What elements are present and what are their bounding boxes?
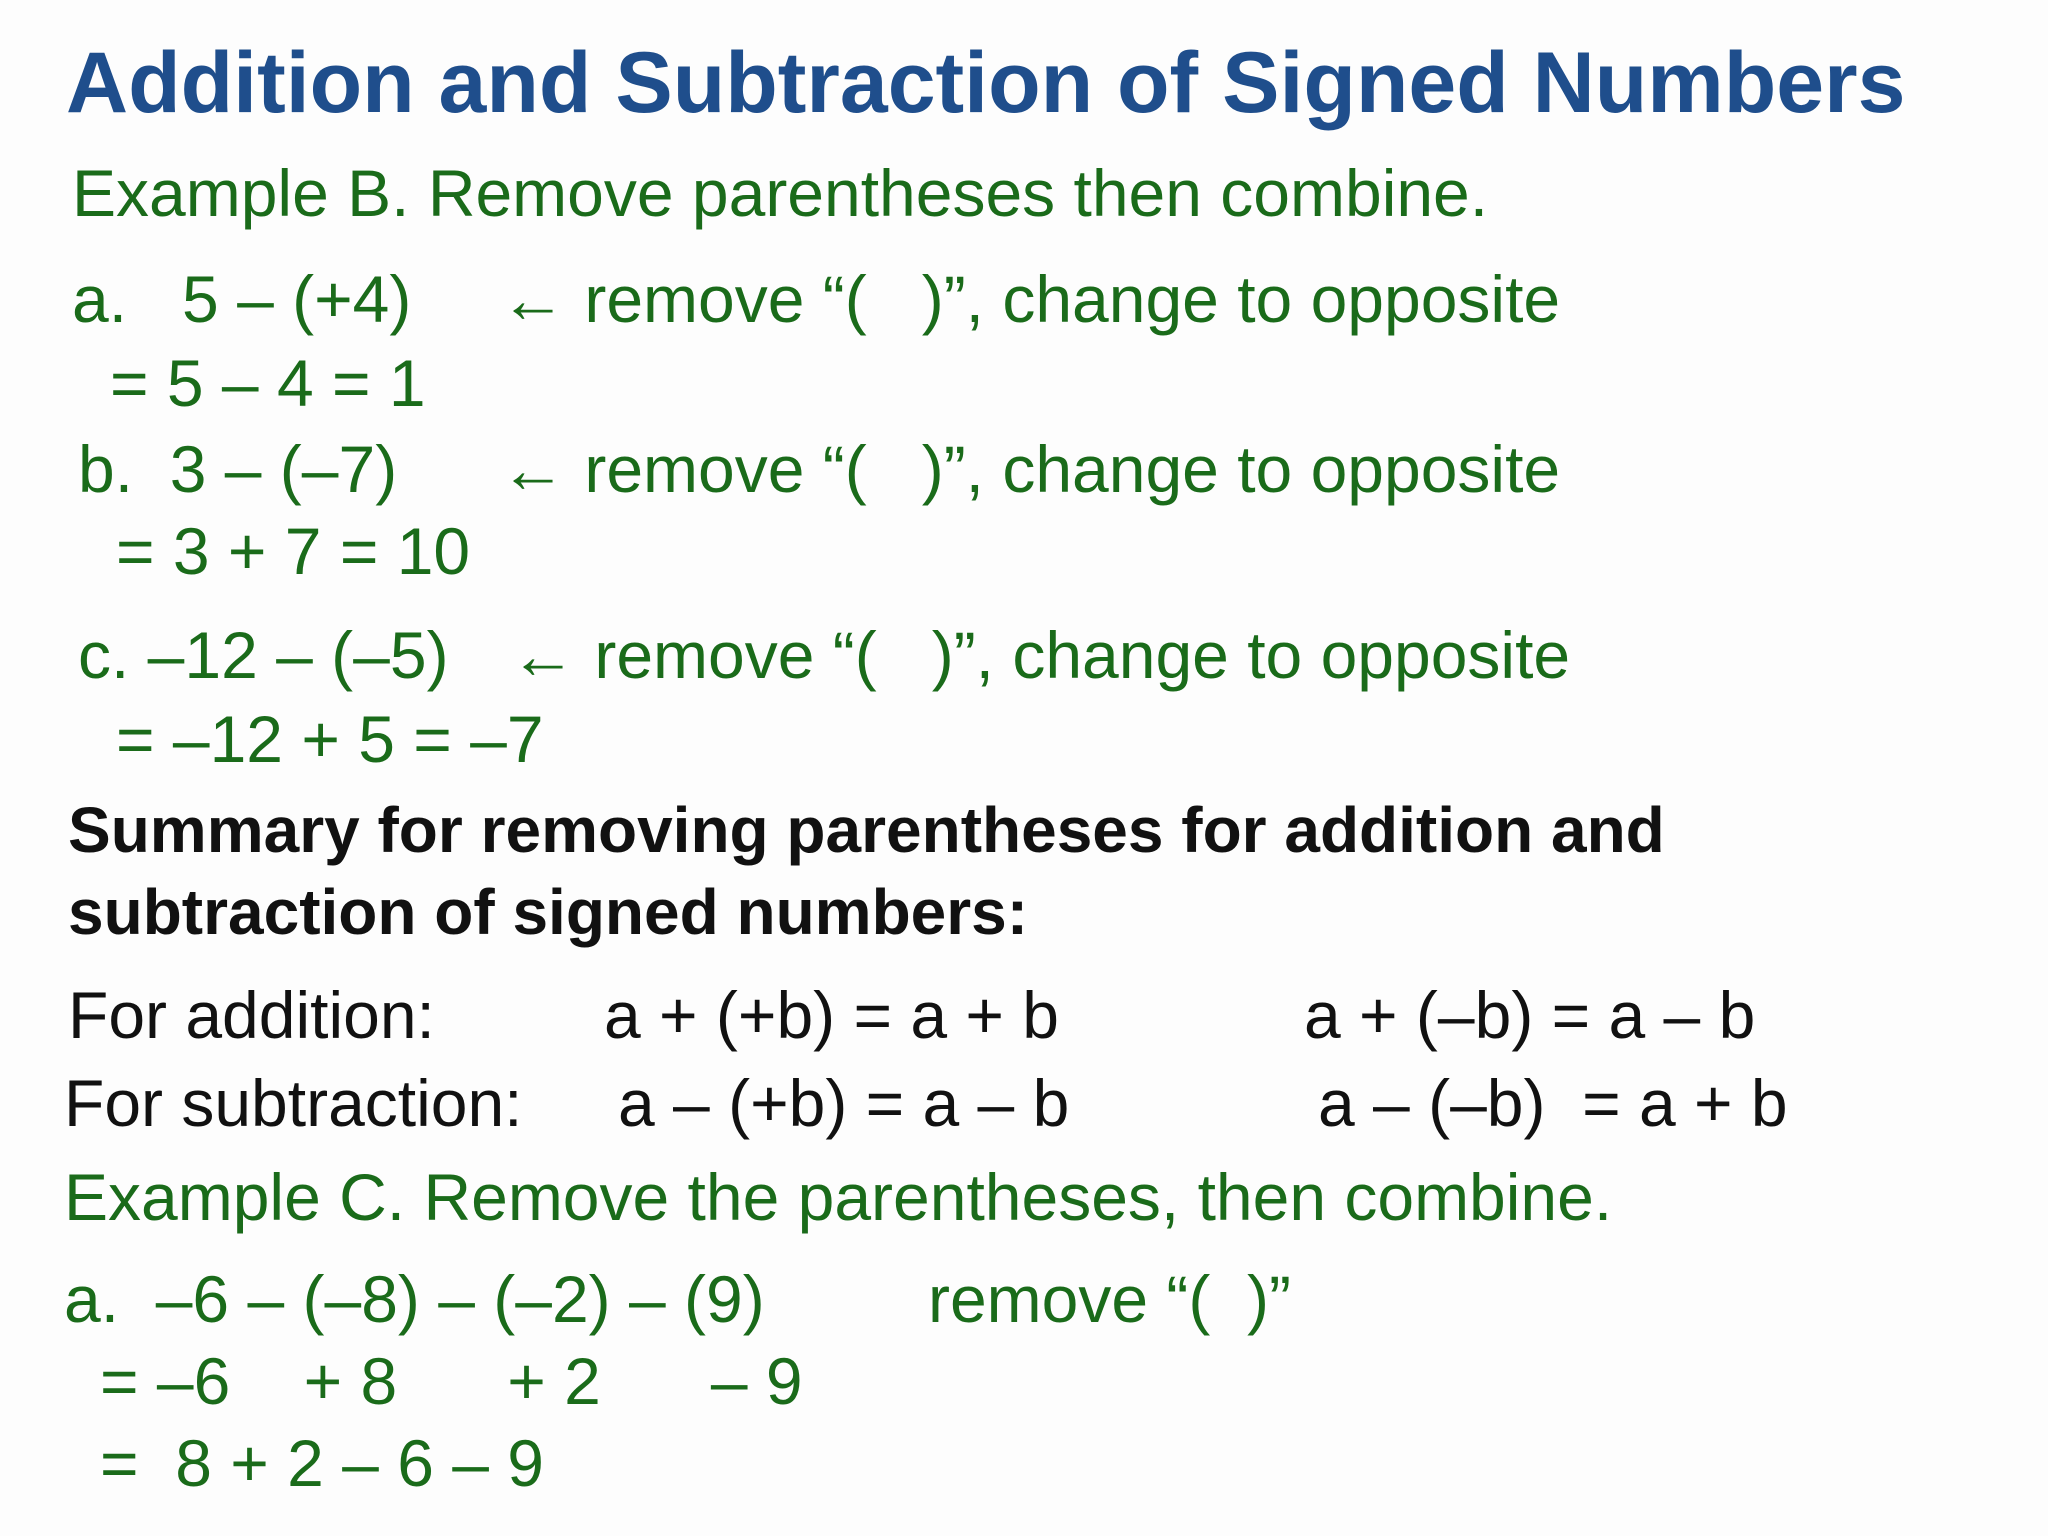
summary-heading-line1: Summary for removing parentheses for addition and xyxy=(68,794,1665,866)
example-c-a-note: remove “( )” xyxy=(928,1262,1291,1336)
example-b-b-expression: b. 3 – (–7) xyxy=(78,432,398,506)
example-b-a-expression: a. 5 – (+4) xyxy=(72,262,412,336)
example-b-a-result: = 5 – 4 = 1 xyxy=(110,346,426,420)
subtraction-rule-negative: a – (–b) = a + b xyxy=(1318,1066,1788,1140)
example-b-c-note: ← remove “( )”, change to opposite xyxy=(510,618,1571,692)
example-b-b-note: ← remove “( )”, change to opposite xyxy=(500,432,1561,506)
addition-rule-negative: a + (–b) = a – b xyxy=(1304,978,1756,1052)
example-b-c-result: = –12 + 5 = –7 xyxy=(116,702,544,776)
page-title: Addition and Subtraction of Signed Numbers xyxy=(66,35,1906,131)
example-c-heading: Example C. Remove the parentheses, then combine. xyxy=(64,1160,1613,1234)
example-c-a-expression: a. –6 – (–8) – (–2) – (9) xyxy=(64,1262,765,1336)
subtraction-label: For subtraction: xyxy=(64,1066,523,1140)
subtraction-rule-positive: a – (+b) = a – b xyxy=(618,1066,1070,1140)
example-b-b-result: = 3 + 7 = 10 xyxy=(116,514,471,588)
addition-rule-positive: a + (+b) = a + b xyxy=(604,978,1059,1052)
example-b-a-note: ← remove “( )”, change to opposite xyxy=(500,262,1561,336)
example-c-step1: = –6 + 8 + 2 – 9 xyxy=(100,1344,803,1418)
example-c-step2: = 8 + 2 – 6 – 9 xyxy=(100,1426,545,1500)
example-b-heading: Example B. Remove parentheses then combine. xyxy=(72,156,1489,230)
addition-label: For addition: xyxy=(68,978,435,1052)
example-b-c-expression: c. –12 – (–5) xyxy=(78,618,449,692)
summary-heading-line2: subtraction of signed numbers: xyxy=(68,876,1029,948)
